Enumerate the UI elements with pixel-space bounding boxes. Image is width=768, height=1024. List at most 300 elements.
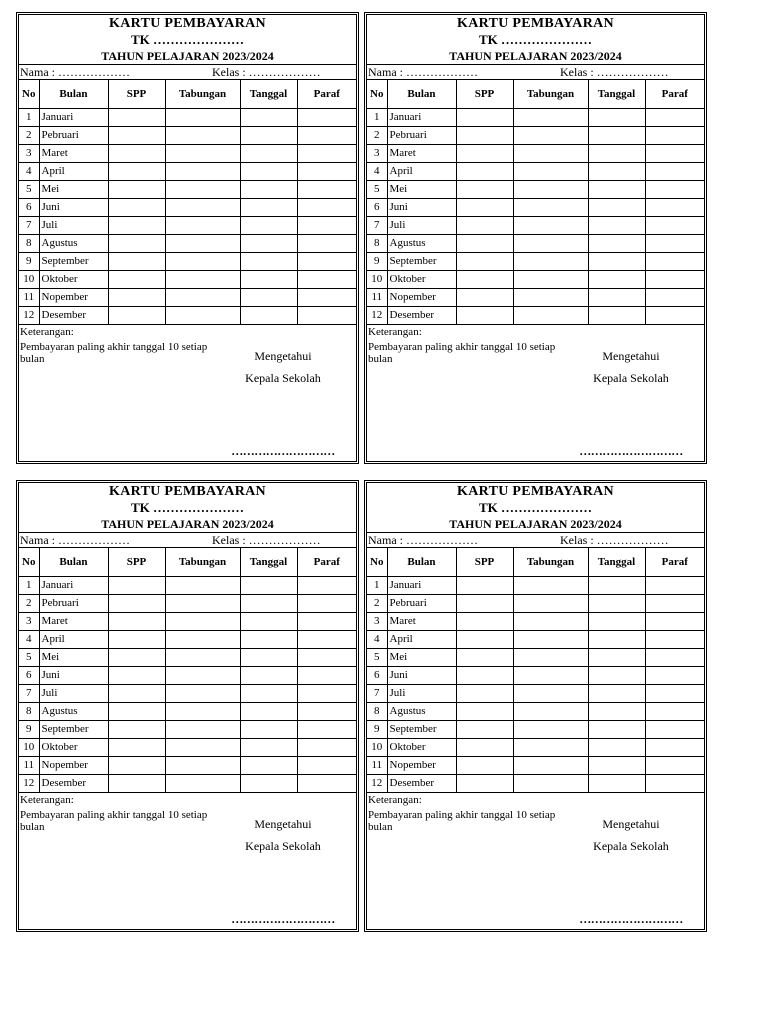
notes-text: Pembayaran paling akhir tanggal 10 setiap bulan [20, 341, 208, 365]
tabungan-cell[interactable] [165, 649, 240, 667]
month-name: Desember [387, 307, 456, 325]
spp-cell[interactable] [456, 739, 513, 757]
spp-cell[interactable] [456, 181, 513, 199]
tanggal-cell[interactable] [240, 775, 297, 793]
col-header-bulan: Bulan [39, 80, 108, 109]
table-row [19, 127, 356, 145]
tabungan-cell[interactable] [513, 613, 588, 631]
tabungan-cell[interactable] [165, 109, 240, 127]
paraf-cell[interactable] [645, 235, 704, 253]
acknowledged-by: Mengetahui [254, 817, 312, 831]
school-name-line: TK ………………… [478, 32, 593, 47]
table-header-row [19, 80, 356, 109]
month-name: April [39, 631, 108, 649]
col-header-tanggal: Tanggal [588, 548, 645, 577]
spp-cell[interactable] [108, 685, 165, 703]
tanggal-cell[interactable] [588, 235, 645, 253]
spp-cell[interactable] [456, 127, 513, 145]
notes-label: Keterangan: [20, 794, 74, 806]
table-row [367, 685, 704, 703]
tanggal-cell[interactable] [240, 631, 297, 649]
paraf-cell[interactable] [645, 703, 704, 721]
spp-cell[interactable] [456, 199, 513, 217]
spp-cell[interactable] [456, 703, 513, 721]
table-row [367, 289, 704, 307]
paraf-cell[interactable] [297, 631, 356, 649]
tabungan-cell[interactable] [165, 739, 240, 757]
month-name: Mei [387, 181, 456, 199]
tabungan-cell[interactable] [513, 595, 588, 613]
table-row [367, 163, 704, 181]
spp-cell[interactable] [456, 757, 513, 775]
tanggal-cell[interactable] [588, 217, 645, 235]
spp-cell[interactable] [456, 667, 513, 685]
paraf-cell[interactable] [297, 703, 356, 721]
paraf-cell[interactable] [297, 163, 356, 181]
tanggal-cell[interactable] [588, 595, 645, 613]
tabungan-cell[interactable] [513, 253, 588, 271]
tanggal-cell[interactable] [240, 163, 297, 181]
tanggal-cell[interactable] [588, 577, 645, 595]
card-footer [19, 793, 356, 928]
row-number: 1 [19, 577, 39, 595]
tabungan-cell[interactable] [513, 703, 588, 721]
tanggal-cell[interactable] [588, 127, 645, 145]
paraf-cell[interactable] [645, 289, 704, 307]
paraf-cell[interactable] [645, 739, 704, 757]
spp-cell[interactable] [456, 775, 513, 793]
tanggal-cell[interactable] [588, 181, 645, 199]
col-header-paraf: Paraf [645, 80, 704, 109]
month-name: Juni [387, 199, 456, 217]
spp-cell[interactable] [108, 577, 165, 595]
month-name: Agustus [39, 703, 108, 721]
col-header-no: No [19, 80, 39, 109]
tabungan-cell[interactable] [513, 289, 588, 307]
row-number: 3 [19, 613, 39, 631]
table-row [367, 721, 704, 739]
paraf-cell[interactable] [645, 271, 704, 289]
paraf-cell[interactable] [297, 595, 356, 613]
class-field[interactable]: Kelas : ……………… [212, 533, 321, 547]
tabungan-cell[interactable] [513, 127, 588, 145]
spp-cell[interactable] [456, 595, 513, 613]
academic-year: TAHUN PELAJARAN 2023/2024 [101, 517, 274, 531]
paraf-cell[interactable] [297, 145, 356, 163]
spp-cell[interactable] [108, 631, 165, 649]
spp-cell[interactable] [108, 199, 165, 217]
month-name: April [387, 631, 456, 649]
tabungan-cell[interactable] [165, 181, 240, 199]
paraf-cell[interactable] [645, 577, 704, 595]
payment-card [366, 482, 705, 930]
spp-cell[interactable] [456, 217, 513, 235]
tabungan-cell[interactable] [513, 775, 588, 793]
col-header-tanggal: Tanggal [240, 548, 297, 577]
tanggal-cell[interactable] [588, 757, 645, 775]
table-row [19, 235, 356, 253]
tabungan-cell[interactable] [165, 685, 240, 703]
notes-label: Keterangan: [368, 794, 422, 806]
tabungan-cell[interactable] [165, 577, 240, 595]
tanggal-cell[interactable] [588, 631, 645, 649]
paraf-cell[interactable] [297, 109, 356, 127]
paraf-cell[interactable] [645, 613, 704, 631]
row-number: 11 [367, 757, 387, 775]
table-row [367, 775, 704, 793]
paraf-cell[interactable] [645, 217, 704, 235]
month-name: Juli [387, 685, 456, 703]
spp-cell[interactable] [108, 307, 165, 325]
paraf-cell[interactable] [645, 649, 704, 667]
tanggal-cell[interactable] [588, 199, 645, 217]
student-info-row [367, 65, 704, 80]
spp-cell[interactable] [108, 613, 165, 631]
paraf-cell[interactable] [297, 775, 356, 793]
tanggal-cell[interactable] [240, 649, 297, 667]
card-title: KARTU PEMBAYARAN [109, 484, 266, 499]
month-name: September [387, 721, 456, 739]
notes-label: Keterangan: [20, 326, 74, 338]
spp-cell[interactable] [108, 181, 165, 199]
paraf-cell[interactable] [645, 109, 704, 127]
tanggal-cell[interactable] [588, 613, 645, 631]
paraf-cell[interactable] [645, 775, 704, 793]
table-row [367, 127, 704, 145]
tanggal-cell[interactable] [240, 109, 297, 127]
tanggal-cell[interactable] [588, 163, 645, 181]
row-number: 8 [367, 235, 387, 253]
spp-cell[interactable] [108, 721, 165, 739]
paraf-cell[interactable] [297, 235, 356, 253]
tanggal-cell[interactable] [240, 307, 297, 325]
tanggal-cell[interactable] [240, 253, 297, 271]
tabungan-cell[interactable] [513, 721, 588, 739]
month-name: Agustus [39, 235, 108, 253]
month-name: Juli [387, 217, 456, 235]
paraf-cell[interactable] [645, 253, 704, 271]
tanggal-cell[interactable] [240, 685, 297, 703]
month-name: Maret [39, 613, 108, 631]
spp-cell[interactable] [108, 775, 165, 793]
spp-cell[interactable] [108, 217, 165, 235]
table-row [19, 667, 356, 685]
class-field[interactable]: Kelas : ……………… [560, 65, 669, 79]
row-number: 3 [19, 145, 39, 163]
tabungan-cell[interactable] [513, 739, 588, 757]
spp-cell[interactable] [108, 109, 165, 127]
tanggal-cell[interactable] [588, 307, 645, 325]
acknowledged-by: Mengetahui [602, 817, 660, 831]
spp-cell[interactable] [456, 109, 513, 127]
tabungan-cell[interactable] [513, 757, 588, 775]
tanggal-cell[interactable] [240, 217, 297, 235]
spp-cell[interactable] [456, 649, 513, 667]
payment-table [19, 548, 356, 793]
row-number: 8 [19, 703, 39, 721]
row-number: 10 [367, 271, 387, 289]
table-row [19, 271, 356, 289]
row-number: 6 [367, 667, 387, 685]
spp-cell[interactable] [108, 667, 165, 685]
spp-cell[interactable] [456, 289, 513, 307]
tabungan-cell[interactable] [165, 613, 240, 631]
row-number: 10 [367, 739, 387, 757]
principal-title: Kepala Sekolah [593, 371, 669, 385]
card-title: KARTU PEMBAYARAN [457, 16, 614, 31]
tabungan-cell[interactable] [165, 307, 240, 325]
spp-cell[interactable] [108, 235, 165, 253]
tabungan-cell[interactable] [165, 127, 240, 145]
tabungan-cell[interactable] [513, 145, 588, 163]
tanggal-cell[interactable] [588, 721, 645, 739]
row-number: 6 [19, 199, 39, 217]
spp-cell[interactable] [456, 613, 513, 631]
col-header-spp: SPP [456, 80, 513, 109]
school-name-line: TK ………………… [130, 500, 245, 515]
col-header-tanggal: Tanggal [588, 80, 645, 109]
tabungan-cell[interactable] [513, 271, 588, 289]
paraf-cell[interactable] [297, 685, 356, 703]
paraf-cell[interactable] [297, 649, 356, 667]
paraf-cell[interactable] [645, 199, 704, 217]
table-row [367, 649, 704, 667]
payment-table [367, 548, 704, 793]
spp-cell[interactable] [108, 739, 165, 757]
signature-line[interactable]: ……………………… [231, 912, 335, 926]
paraf-cell[interactable] [297, 253, 356, 271]
tanggal-cell[interactable] [240, 595, 297, 613]
spp-cell[interactable] [108, 703, 165, 721]
paraf-cell[interactable] [297, 271, 356, 289]
principal-title: Kepala Sekolah [245, 371, 321, 385]
notes-text: Pembayaran paling akhir tanggal 10 setiap bulan [368, 809, 556, 833]
tabungan-cell[interactable] [513, 235, 588, 253]
acknowledged-by: Mengetahui [602, 349, 660, 363]
tanggal-cell[interactable] [240, 703, 297, 721]
academic-year: TAHUN PELAJARAN 2023/2024 [101, 49, 274, 63]
table-row [19, 253, 356, 271]
signature-line[interactable]: ……………………… [579, 912, 683, 926]
tabungan-cell[interactable] [165, 721, 240, 739]
spp-cell[interactable] [108, 271, 165, 289]
tabungan-cell[interactable] [165, 199, 240, 217]
spp-cell[interactable] [108, 649, 165, 667]
tanggal-cell[interactable] [588, 667, 645, 685]
month-name: Pebruari [387, 127, 456, 145]
paraf-cell[interactable] [645, 685, 704, 703]
tabungan-cell[interactable] [165, 595, 240, 613]
tabungan-cell[interactable] [165, 775, 240, 793]
paraf-cell[interactable] [297, 577, 356, 595]
tabungan-cell[interactable] [513, 181, 588, 199]
month-name: Maret [387, 613, 456, 631]
tanggal-cell[interactable] [588, 253, 645, 271]
class-field[interactable]: Kelas : ……………… [212, 65, 321, 79]
paraf-cell[interactable] [645, 127, 704, 145]
tanggal-cell[interactable] [240, 757, 297, 775]
spp-cell[interactable] [456, 145, 513, 163]
name-field[interactable]: Nama : ……………… [20, 65, 130, 79]
spp-cell[interactable] [108, 253, 165, 271]
spp-cell[interactable] [108, 757, 165, 775]
name-field[interactable]: Nama : ……………… [368, 533, 478, 547]
spp-cell[interactable] [456, 577, 513, 595]
class-field[interactable]: Kelas : ……………… [560, 533, 669, 547]
spp-cell[interactable] [108, 145, 165, 163]
name-field[interactable]: Nama : ……………… [20, 533, 130, 547]
row-number: 9 [367, 253, 387, 271]
spp-cell[interactable] [456, 235, 513, 253]
paraf-cell[interactable] [297, 739, 356, 757]
paraf-cell[interactable] [297, 217, 356, 235]
spp-cell[interactable] [108, 595, 165, 613]
school-name-line: TK ………………… [478, 500, 593, 515]
month-name: Mei [39, 181, 108, 199]
student-info-row [19, 533, 356, 548]
table-row [367, 739, 704, 757]
tabungan-cell[interactable] [513, 307, 588, 325]
tanggal-cell[interactable] [240, 127, 297, 145]
paraf-cell[interactable] [297, 181, 356, 199]
paraf-cell[interactable] [645, 757, 704, 775]
spp-cell[interactable] [456, 271, 513, 289]
table-row [367, 307, 704, 325]
tabungan-cell[interactable] [513, 199, 588, 217]
tanggal-cell[interactable] [588, 685, 645, 703]
tabungan-cell[interactable] [165, 217, 240, 235]
paraf-cell[interactable] [297, 289, 356, 307]
tabungan-cell[interactable] [165, 703, 240, 721]
paraf-cell[interactable] [645, 307, 704, 325]
tanggal-cell[interactable] [588, 775, 645, 793]
tabungan-cell[interactable] [513, 217, 588, 235]
table-row [367, 577, 704, 595]
paraf-cell[interactable] [297, 667, 356, 685]
row-number: 11 [19, 757, 39, 775]
spp-cell[interactable] [108, 127, 165, 145]
tanggal-cell[interactable] [240, 199, 297, 217]
tabungan-cell[interactable] [165, 631, 240, 649]
tanggal-cell[interactable] [240, 235, 297, 253]
signature-line[interactable]: ……………………… [579, 444, 683, 458]
tanggal-cell[interactable] [588, 145, 645, 163]
row-number: 5 [19, 649, 39, 667]
row-number: 8 [19, 235, 39, 253]
tanggal-cell[interactable] [240, 613, 297, 631]
tanggal-cell[interactable] [240, 667, 297, 685]
academic-year: TAHUN PELAJARAN 2023/2024 [449, 517, 622, 531]
paraf-cell[interactable] [297, 721, 356, 739]
tanggal-cell[interactable] [240, 739, 297, 757]
col-header-spp: SPP [108, 80, 165, 109]
col-header-bulan: Bulan [387, 80, 456, 109]
tabungan-cell[interactable] [513, 667, 588, 685]
row-number: 4 [19, 631, 39, 649]
tanggal-cell[interactable] [240, 145, 297, 163]
table-row [19, 577, 356, 595]
tabungan-cell[interactable] [513, 631, 588, 649]
tanggal-cell[interactable] [240, 181, 297, 199]
tabungan-cell[interactable] [165, 271, 240, 289]
table-row [367, 199, 704, 217]
paraf-cell[interactable] [297, 307, 356, 325]
tanggal-cell[interactable] [588, 271, 645, 289]
paraf-cell[interactable] [645, 163, 704, 181]
tabungan-cell[interactable] [513, 577, 588, 595]
spp-cell[interactable] [456, 253, 513, 271]
paraf-cell[interactable] [297, 199, 356, 217]
card-footer [19, 325, 356, 460]
tanggal-cell[interactable] [588, 739, 645, 757]
table-row [19, 595, 356, 613]
tabungan-cell[interactable] [165, 667, 240, 685]
name-field[interactable]: Nama : ……………… [368, 65, 478, 79]
tabungan-cell[interactable] [165, 235, 240, 253]
tanggal-cell[interactable] [240, 577, 297, 595]
notes-text: Pembayaran paling akhir tanggal 10 setiap bulan [368, 341, 556, 365]
tanggal-cell[interactable] [588, 703, 645, 721]
tabungan-cell[interactable] [165, 757, 240, 775]
paraf-cell[interactable] [645, 145, 704, 163]
signature-line[interactable]: ……………………… [231, 444, 335, 458]
month-name: Nopember [39, 757, 108, 775]
paraf-cell[interactable] [297, 613, 356, 631]
tabungan-cell[interactable] [513, 685, 588, 703]
spp-cell[interactable] [456, 685, 513, 703]
month-name: Nopember [39, 289, 108, 307]
tanggal-cell[interactable] [240, 271, 297, 289]
paraf-cell[interactable] [297, 757, 356, 775]
tabungan-cell[interactable] [165, 145, 240, 163]
table-row [367, 667, 704, 685]
spp-cell[interactable] [456, 721, 513, 739]
spp-cell[interactable] [456, 163, 513, 181]
paraf-cell[interactable] [645, 181, 704, 199]
month-name: Maret [387, 145, 456, 163]
spp-cell[interactable] [108, 163, 165, 181]
tanggal-cell[interactable] [240, 289, 297, 307]
spp-cell[interactable] [456, 631, 513, 649]
paraf-cell[interactable] [297, 127, 356, 145]
tanggal-cell[interactable] [588, 649, 645, 667]
table-row [367, 145, 704, 163]
month-name: Maret [39, 145, 108, 163]
tabungan-cell[interactable] [165, 253, 240, 271]
tabungan-cell[interactable] [513, 649, 588, 667]
tanggal-cell[interactable] [588, 109, 645, 127]
row-number: 10 [19, 739, 39, 757]
paraf-cell[interactable] [645, 721, 704, 739]
month-name: Agustus [387, 235, 456, 253]
tabungan-cell[interactable] [513, 163, 588, 181]
paraf-cell[interactable] [645, 667, 704, 685]
spp-cell[interactable] [108, 289, 165, 307]
month-name: September [39, 721, 108, 739]
paraf-cell[interactable] [645, 595, 704, 613]
month-name: September [39, 253, 108, 271]
month-name: September [387, 253, 456, 271]
tabungan-cell[interactable] [513, 109, 588, 127]
spp-cell[interactable] [456, 307, 513, 325]
notes-text: Pembayaran paling akhir tanggal 10 setiap bulan [20, 809, 208, 833]
table-row [19, 289, 356, 307]
tabungan-cell[interactable] [165, 163, 240, 181]
tabungan-cell[interactable] [165, 289, 240, 307]
paraf-cell[interactable] [645, 631, 704, 649]
tanggal-cell[interactable] [240, 721, 297, 739]
tanggal-cell[interactable] [588, 289, 645, 307]
